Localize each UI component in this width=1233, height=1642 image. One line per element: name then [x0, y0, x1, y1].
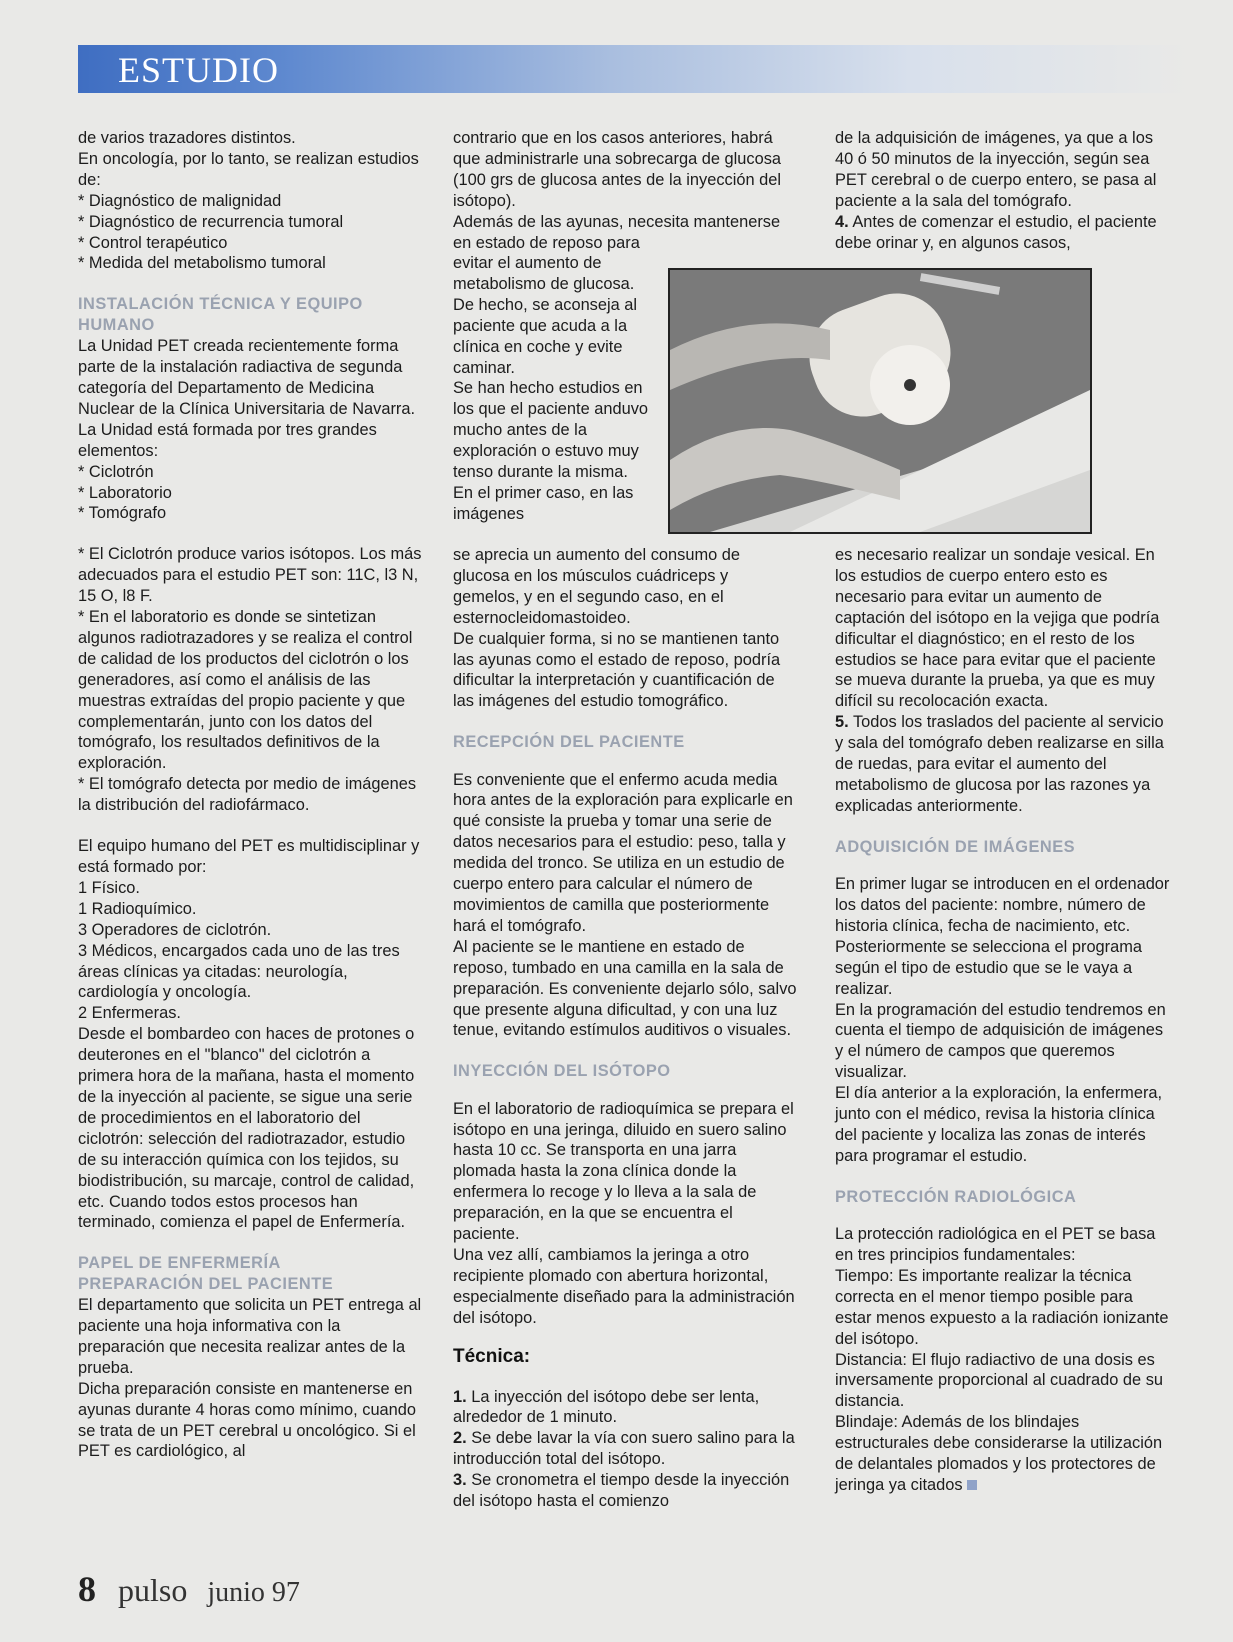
step-number: 2.	[453, 1429, 467, 1448]
step-text: Se debe lavar la vía con suero salino para la introducción total del isótopo.	[453, 1429, 795, 1469]
list-item: * Ciclotrón	[78, 462, 154, 481]
list-item	[453, 1470, 798, 1512]
end-of-article-mark	[967, 1480, 977, 1490]
paragraph: La Unidad está formada por tres grandes elementos:	[78, 420, 377, 460]
step-number: 5.	[835, 713, 849, 732]
section-heading: INYECCIÓN DEL ISÓTOPO	[453, 1062, 671, 1081]
section-header-band	[78, 45, 1188, 93]
step-number: 1.	[453, 1387, 467, 1406]
paragraph: Dicha preparación consiste en mantenerse en ayunas durante 4 horas como mínimo, cuando se trata de un PET cerebral u oncológico. Si el PET es cardiológico, al	[78, 1379, 417, 1461]
list-item: * Control terapéutico	[78, 233, 228, 252]
technique-heading: Técnica:	[453, 1345, 531, 1367]
paragraph: El equipo humano del PET es multidisciplinar y está formado por:	[78, 837, 420, 876]
paragraph: En primer lugar se introducen en el ordenador los datos del paciente: nombre, número de historia clínica, fecha de nacimiento, etc. Posteriormente se selecciona el programa según el tipo de estudio que se le vaya a realizar.	[835, 875, 1170, 998]
list-item: 3 Médicos, encargados cada uno de las tres áreas clínicas ya citadas: neurología, cardiología y oncología.	[78, 941, 400, 1002]
paragraph: La protección radiológica en el PET se basa en tres principios fundamentales:	[835, 1225, 1156, 1264]
paragraph: * El tomógrafo detecta por medio de imágenes la distribución del radiofármaco.	[78, 775, 417, 815]
paragraph: * El Ciclotrón produce varios isótopos. Los más adecuados para el estudio PET son: 11C, l3 N, 15 O, l8 F.	[78, 545, 422, 606]
column-3-lower	[835, 545, 1173, 1496]
section-heading: PROTECCIÓN RADIOLÓGICA	[835, 1187, 1077, 1206]
paragraph: se aprecia un aumento del consumo de glucosa en los músculos cuádriceps y gemelos, y en el segundo caso, en el esternocleidomastoideo.	[453, 546, 741, 627]
section-heading: PREPARACIÓN DEL PACIENTE	[78, 1275, 334, 1294]
section-title: ESTUDIO	[118, 50, 279, 90]
issue-date: junio 97	[207, 1577, 300, 1608]
column-2-top	[453, 128, 798, 253]
paragraph: En el laboratorio de radioquímica se prepara el isótopo en una jeringa, diluido en suero salino hasta 10 cc. Se transporta en una jarra plomada hasta la zona clínica donde la enfermera lo recoge y lo lleva a la sala de preparación, en la que se encuentra el paciente.	[453, 1099, 794, 1244]
paragraph: En la programación del estudio tendremos en cuenta el tiempo de adquisición de imágenes y el número de campos que queremos visualizar.	[835, 1000, 1166, 1082]
paragraph: Es conveniente que el enfermo acuda media hora antes de la exploración para explicarle en qué consiste la prueba y tomar una serie de datos necesarios para el estudio: peso, talla y medida del tronco. Se utiliza en un estudio de cuerpo entero para calcular el número de movimientos de camilla que posteriormente hará el tomógrafo.	[453, 770, 793, 935]
list-item: 1 Físico.	[78, 878, 140, 897]
list-item	[835, 712, 1173, 817]
photo-illustration	[670, 270, 1090, 532]
step-number: 3.	[453, 1471, 467, 1490]
paragraph: La Unidad PET creada recientemente forma parte de la instalación radiactiva de segunda categoría del Departamento de Medicina Nuclear de la Clínica Universitaria de Navarra.	[78, 337, 416, 418]
paragraph: es necesario realizar un sondaje vesical. En los estudios de cuerpo entero esto es necesario para evitar un aumento de captación del isótopo en la vejiga que podría dificultar el diagnóstico; en el resto de los estudios se hace para evitar que el paciente se mueva durante la prueba, ya que es muy difícil su recolocación exacta.	[835, 546, 1160, 711]
list-item: 1 Radioquímico.	[78, 899, 197, 918]
section-heading: PAPEL DE ENFERMERÍA	[78, 1254, 281, 1273]
paragraph: Distancia: El flujo radiactivo de una dosis es inversamente proporcional al cuadrado de su distancia.	[835, 1350, 1164, 1411]
column-2-narrow	[453, 253, 648, 525]
step-number: 4.	[835, 212, 849, 231]
list-item	[835, 212, 1173, 254]
page-number: 8	[78, 1569, 96, 1609]
list-item: * Medida del metabolismo tumoral	[78, 254, 326, 273]
list-item: * Diagnóstico de malignidad	[78, 191, 282, 210]
list-item: * Diagnóstico de recurrencia tumoral	[78, 212, 344, 231]
column-3-top	[835, 128, 1173, 253]
step-text: Todos los traslados del paciente al servicio y sala del tomógrafo deben realizarse en silla de ruedas, para evitar el aumento del metabolismo de glucosa por las razones ya explicadas anteriormente.	[835, 713, 1164, 815]
paragraph: evitar el aumento de metabolismo de glucosa. De hecho, se aconseja al paciente que acuda a la clínica en coche y evite caminar.	[453, 254, 638, 377]
list-item: 3 Operadores de ciclotrón.	[78, 920, 272, 939]
spacer	[78, 524, 422, 544]
column-1	[78, 128, 422, 1462]
magazine-name: pulso	[118, 1572, 188, 1608]
paragraph: Se han hecho estudios en los que el paciente anduvo mucho antes de la exploración o estuvo muy tenso durante la misma. En el primer caso, en las imágenes	[453, 379, 649, 523]
step-text: Antes de comenzar el estudio, el paciente debe orinar y, en algunos casos,	[835, 212, 1157, 252]
list-item	[453, 1428, 798, 1470]
list-item: * Tomógrafo	[78, 504, 167, 523]
paragraph: de varios trazadores distintos.	[78, 129, 296, 147]
list-item: 2 Enfermeras.	[78, 1004, 181, 1023]
paragraph: de la adquisición de imágenes, ya que a los 40 ó 50 minutos de la inyección, según sea PET cerebral o de cuerpo entero, se pasa al paciente a la sala del tomógrafo.	[835, 129, 1157, 210]
paragraph: Tiempo: Es importante realizar la técnica correcta en el menor tiempo posible para estar menos expuesto a la radiación ionizante del isótopo.	[835, 1266, 1169, 1348]
column-2-lower	[453, 545, 798, 1512]
step-text: La inyección del isótopo debe ser lenta, alrededor de 1 minuto.	[453, 1387, 760, 1427]
paragraph: En oncología, por lo tanto, se realizan estudios de:	[78, 149, 419, 189]
paragraph: De cualquier forma, si no se mantienen tanto las ayunas como el estado de reposo, podría dificultar la interpretación y cuantificación de las imágenes del estudio tomográfico.	[453, 629, 781, 711]
paragraph: contrario que en los casos anteriores, habrá que administrarle una sobrecarga de glucosa (100 grs de glucosa antes de la inyección del isótopo).	[453, 129, 782, 210]
paragraph: Al paciente se le mantiene en estado de reposo, tumbado en una camilla en la sala de preparación. Es conveniente dejarlo sólo, salvo que presente alguna dificultad, y con una luz tenue, evitando estímulos auditivos o visuales.	[453, 937, 797, 1040]
section-heading: RECEPCIÓN DEL PACIENTE	[453, 733, 685, 752]
paragraph: * En el laboratorio es donde se sintetizan algunos radiotrazadores y se realiza el control de calidad de los productos del ciclotrón o los generadores, así como el análisis de las muestras extraídas del propio paciente y que complementarán, junto con los datos del tomógrafo, los resultados definitivos de la exploración.	[78, 608, 413, 773]
list-item	[453, 1387, 798, 1429]
list-item: * Laboratorio	[78, 483, 172, 502]
paragraph: Además de las ayunas, necesita mantenerse en estado de reposo para	[453, 212, 781, 252]
paragraph: El día anterior a la exploración, la enfermera, junto con el médico, revisa la historia clínica del paciente y localiza las zonas de interés para programar el estudio.	[835, 1084, 1163, 1165]
paragraph	[835, 1412, 1173, 1496]
section-heading: INSTALACIÓN TÉCNICA Y EQUIPO HUMANO	[78, 295, 363, 335]
page-footer	[78, 1568, 300, 1610]
paragraph-text: Blindaje: Además de los blindajes estructurales debe considerarse la utilización de delantales plomados y los protectores de jeringa ya citados	[835, 1413, 1163, 1494]
spacer	[78, 816, 422, 836]
step-text: Se cronometra el tiempo desde la inyección del isótopo hasta el comienzo	[453, 1471, 790, 1511]
section-heading: ADQUISICIÓN DE IMÁGENES	[835, 837, 1076, 856]
photo-injection-procedure	[668, 268, 1092, 534]
paragraph: Una vez allí, cambiamos la jeringa a otro recipiente plomado con abertura horizontal, especialmente diseñado para la administración del isótopo.	[453, 1245, 795, 1327]
paragraph: Desde el bombardeo con haces de protones o deuterones en el "blanco" del ciclotrón a primera hora de la mañana, hasta el momento de la inyección al paciente, se sigue una serie de procedimientos en el laboratorio del ciclotrón: selección del radiotrazador, estudio de su interacción química con los tejidos, su biodistribución, su marcaje, control de calidad, etc. Cuando todos estos procesos han terminado, comienza el papel de Enfermería.	[78, 1025, 415, 1232]
paragraph: El departamento que solicita un PET entrega al paciente una hoja informativa con la preparación que necesita realizar antes de la prueba.	[78, 1296, 422, 1377]
